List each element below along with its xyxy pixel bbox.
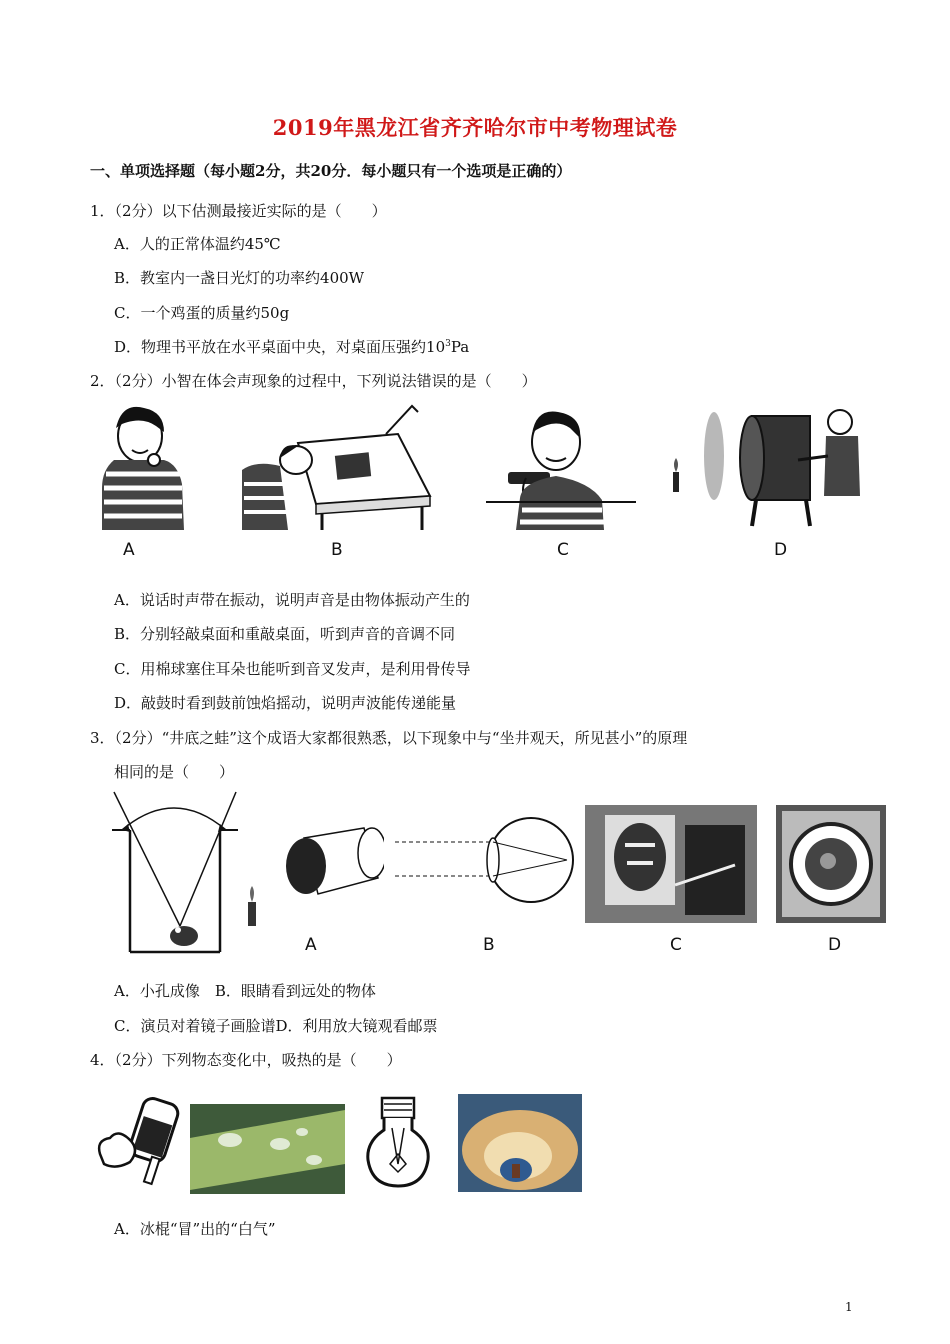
figure-2b-label: B [331, 540, 343, 560]
question-1-option-d: D．物理书平放在水平桌面中央，对桌面压强约$10^3Pa$ [114, 338, 470, 356]
question-4-stem: 4．（2分）下列物态变化中，吸热的是（ ） [90, 1051, 402, 1069]
figure-3-well-frog [112, 790, 242, 958]
question-2-option-b: B．分别轻敲桌面和重敲桌面，听到声音的音调不同 [114, 625, 456, 643]
question-1-option-a: A．人的正常体温约45℃ [114, 235, 281, 253]
question-2-option-a: A．说话时声带在振动，说明声音是由物体振动产生的 [114, 591, 470, 609]
figure-3c-mirror-facepaint [585, 805, 757, 923]
figure-2c-label: C [557, 540, 569, 560]
figure-2c-tuning-fork [486, 398, 636, 533]
question-3-options-c-d: C．演员对着镜子画脸谱D．利用放大镜观看邮票 [114, 1017, 438, 1035]
figure-3d-magnifier-stamp [776, 805, 886, 923]
figure-4c-light-bulb [360, 1094, 440, 1192]
question-2-option-d: D．敲鼓时看到鼓前蚀焰摇动，说明声波能传递能量 [114, 694, 457, 712]
question-1-option-c: C．一个鸡蛋的质量约50g [114, 304, 290, 322]
question-4-option-a: A．冰棍“冒”出的“白气” [114, 1220, 276, 1238]
page-number: 1 [845, 1300, 853, 1314]
question-3-stem-line-1: 3．（2分）“井底之蛙”这个成语大家都很熟悉，以下现象中与“坐井观天，所见甚小”的原理 [90, 729, 688, 747]
figure-2d-drum-candle [668, 400, 868, 530]
figure-3c-label: C [670, 935, 682, 955]
figure-2a-label: A [123, 540, 135, 560]
figure-3a-pinhole-camera [244, 820, 384, 930]
figure-3b-eye [395, 812, 575, 912]
figure-3a-label: A [305, 935, 317, 955]
figure-4a-ice-pop [96, 1090, 186, 1190]
figure-3b-label: B [483, 935, 495, 955]
figure-2a-boy-speaking [92, 398, 192, 533]
figure-4d-sky-photo [458, 1094, 582, 1192]
question-2-stem: 2．（2分）小智在体会声现象的过程中，下列说法错误的是（ ） [90, 372, 537, 390]
question-3-options-a-b: A．小孔成像 B．眼睛看到远处的物体 [114, 982, 376, 1000]
question-1-option-b: B．教室内一盏日光灯的功率约400W [114, 269, 365, 287]
section-heading: 一、单项选择题（每小题2分，共20分．每小题只有一个选项是正确的） [90, 162, 572, 180]
question-1-stem: 1．（2分）以下估测最接近实际的是（ ） [90, 202, 387, 220]
figure-3d-label: D [828, 935, 842, 955]
page-title: 2019年黑龙江省齐齐哈尔市中考物理试卷 [272, 115, 678, 140]
figure-2b-ear-on-table [236, 398, 436, 533]
question-2-option-c: C．用棉球塞住耳朵也能听到音叉发声，是利用骨传导 [114, 660, 471, 678]
question-3-stem-line-2: 相同的是（ ） [114, 763, 235, 781]
figure-4b-dew-on-leaf [190, 1104, 345, 1194]
figure-2d-label: D [774, 540, 788, 560]
